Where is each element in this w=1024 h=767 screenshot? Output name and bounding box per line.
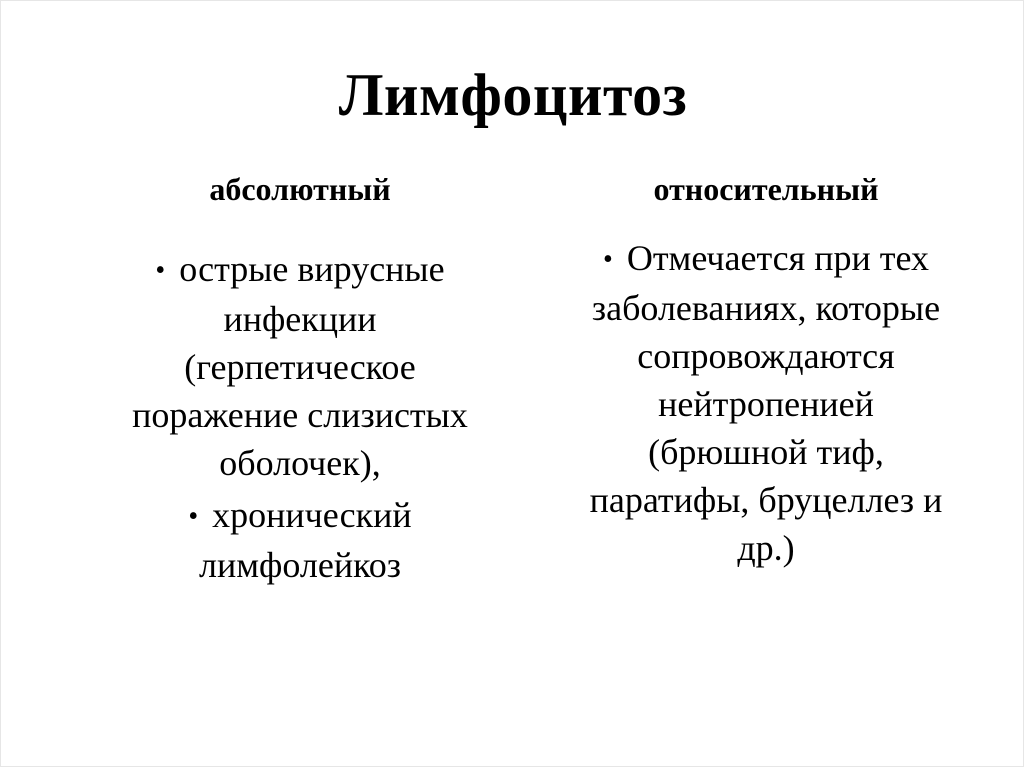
bullet-dot-icon: • (188, 501, 199, 532)
slide-title: Лимфоцитоз (338, 62, 688, 128)
bullet-line: др.) (737, 528, 795, 568)
column-relative (541, 169, 991, 572)
bullet-line: нейтропенией (658, 384, 874, 424)
bullet-line: (брюшной тиф, (648, 432, 884, 472)
column-heading-relative: относительный (653, 171, 879, 207)
bullet-item (87, 245, 513, 487)
bullet-list-absolute (87, 245, 513, 589)
column-absolute (87, 169, 513, 589)
bullet-line: паратифы, бруцеллез и (589, 480, 943, 520)
bullet-item (87, 491, 513, 589)
bullet-line: Отмечается при тех (626, 238, 929, 278)
bullet-line: инфекции (223, 299, 377, 339)
bullet-list-relative (541, 234, 991, 572)
bullet-line: (герпетическое (184, 347, 416, 387)
bullet-dot-icon: • (603, 244, 613, 275)
bullet-line: хронический (212, 495, 412, 535)
bullet-line: оболочек), (219, 443, 381, 483)
bullet-dot-icon: • (155, 255, 166, 286)
bullet-line: лимфолейкоз (199, 545, 401, 585)
bullet-line: сопровождаются (637, 336, 895, 376)
bullet-line: заболеваниях, которые (591, 288, 941, 328)
bullet-line: острые вирусные (179, 249, 445, 289)
bullet-item (541, 234, 991, 572)
bullet-line: поражение слизистых (132, 395, 468, 435)
column-heading-absolute: абсолютный (209, 171, 391, 207)
